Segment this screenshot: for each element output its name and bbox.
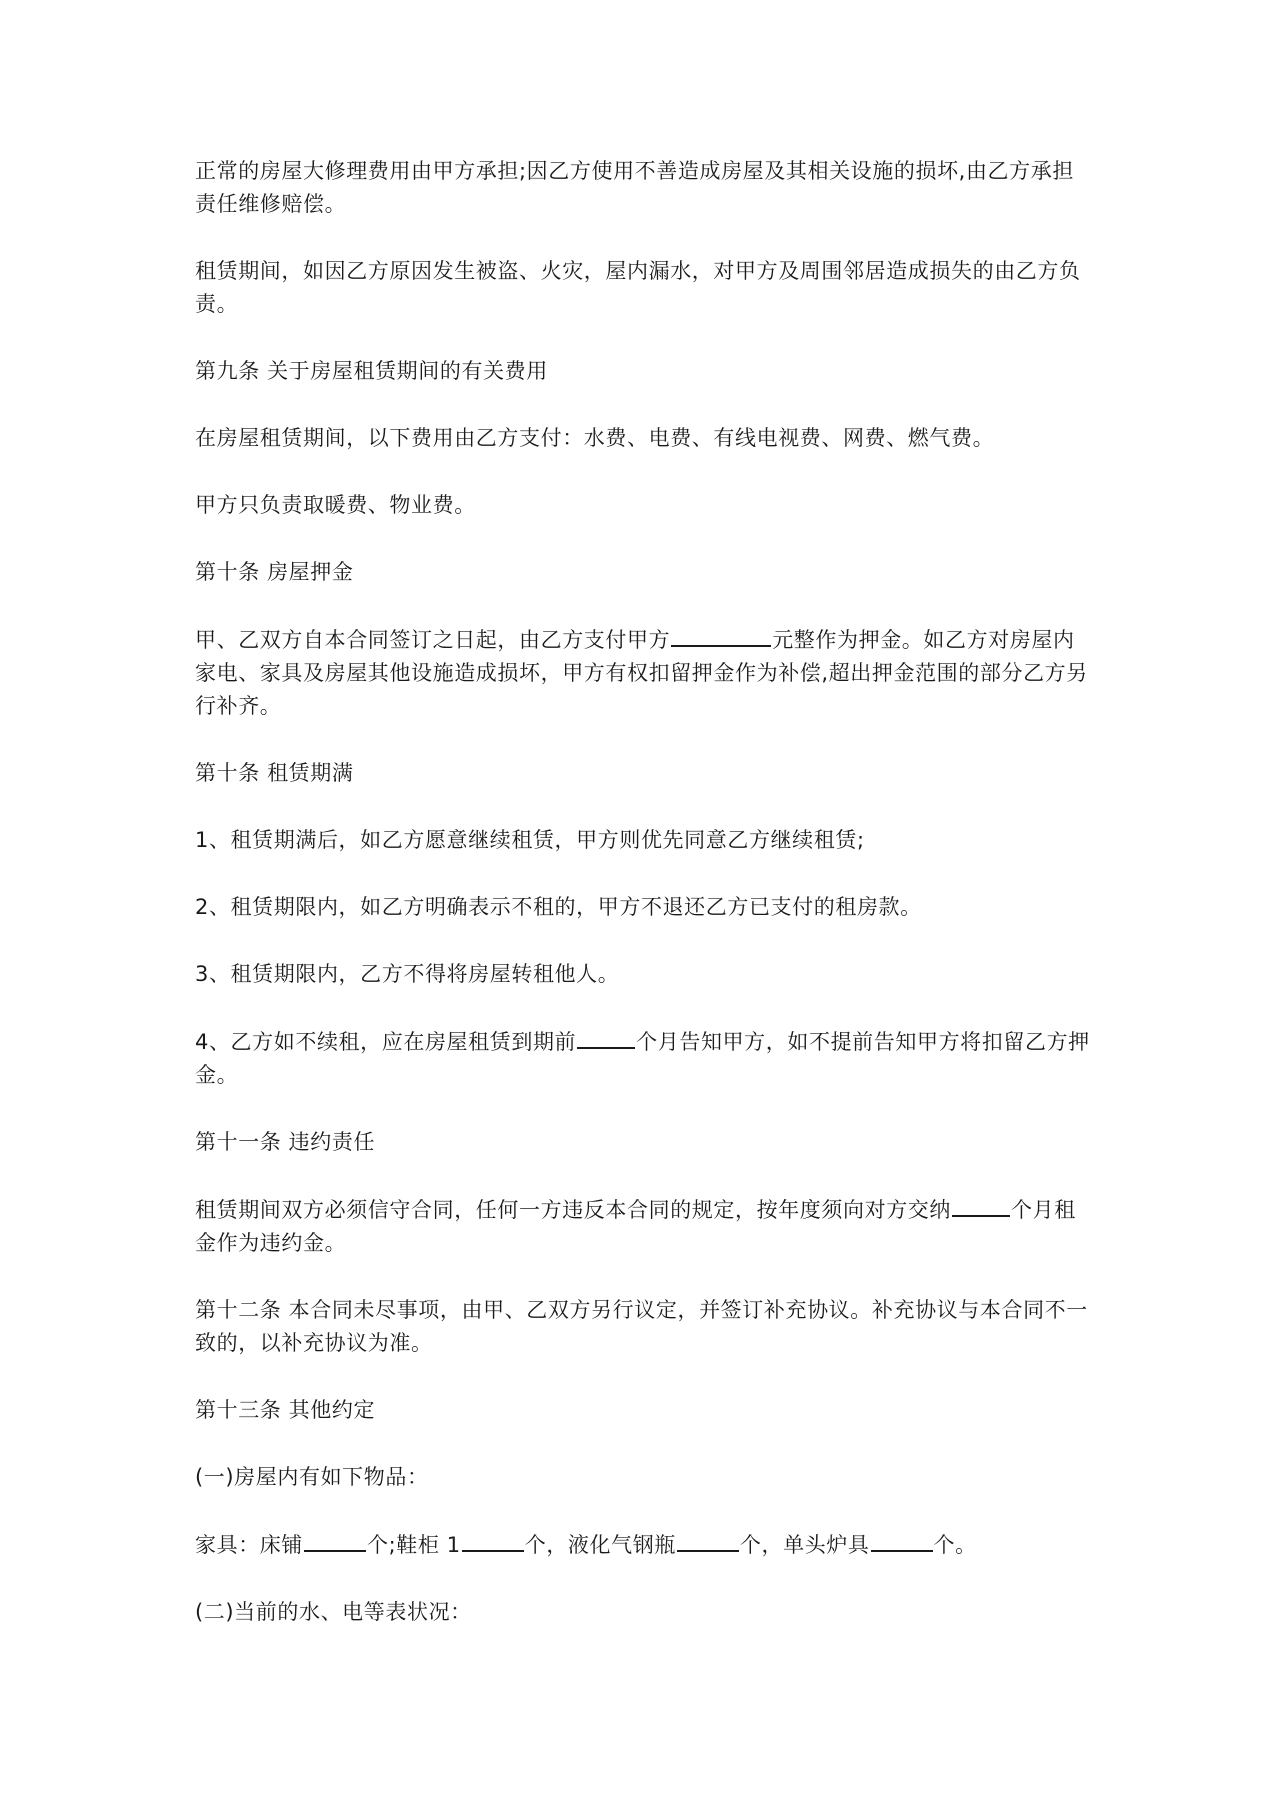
heading-article-13: 第十三条 其他约定 [195, 1398, 376, 1422]
heading-article-10-deposit: 第十条 房屋押金 [195, 560, 354, 584]
stove-count-blank [871, 1528, 933, 1552]
paragraph-breach [195, 1193, 1090, 1260]
paragraph-expiry-item-2: 2、租赁期限内，如乙方明确表示不租的，甲方不退还乙方已支付的租房款。 [195, 895, 922, 919]
heading-article-11: 第十一条 违约责任 [195, 1130, 376, 1154]
notice-months-blank [577, 1025, 635, 1049]
furniture-text-4: 个，单头炉具 [739, 1533, 870, 1557]
paragraph-loss-liability: 租赁期间，如因乙方原因发生被盗、火灾，屋内漏水，对甲方及周围邻居造成损失的由乙方负责。 [195, 259, 1081, 316]
paragraph-deposit [195, 623, 1090, 723]
breach-text-before: 租赁期间双方必须信守合同，任何一方违反本合同的规定，按年度须向对方交纳 [195, 1198, 951, 1222]
paragraph-landlord-fees: 甲方只负责取暖费、物业费。 [195, 493, 476, 517]
furniture-text-1: 家具：床铺 [195, 1533, 303, 1557]
paragraph-furniture [195, 1528, 1090, 1562]
paragraph-article-12: 第十二条 本合同未尽事项，由甲、乙双方另行议定，并签订补充协议。补充协议与本合同不一致的，以补充协议为准。 [195, 1298, 1088, 1355]
furniture-text-3: 个，液化气钢瓶 [524, 1533, 676, 1557]
heading-article-9: 第九条 关于房屋租赁期间的有关费用 [195, 359, 548, 383]
paragraph-meter-status: (二)当前的水、电等表状况： [195, 1600, 472, 1624]
gas-cylinder-count-blank [677, 1528, 739, 1552]
deposit-amount-blank [671, 623, 771, 647]
paragraph-expiry-item-4 [195, 1025, 1090, 1092]
furniture-text-2: 个;鞋柜 1 [367, 1533, 461, 1557]
notice-text-before: 4、乙方如不续租，应在房屋租赁到期前 [195, 1030, 577, 1054]
breach-months-blank [952, 1193, 1010, 1217]
shoe-cabinet-count-blank [462, 1528, 524, 1552]
bed-count-blank [304, 1528, 366, 1552]
paragraph-expiry-item-3: 3、租赁期限内，乙方不得将房屋转租他人。 [195, 962, 620, 986]
furniture-text-5: 个。 [933, 1533, 977, 1557]
paragraph-repair-costs: 正常的房屋大修理费用由甲方承担;因乙方使用不善造成房屋及其相关设施的损坏,由乙方承担责任维修赔偿。 [195, 159, 1074, 216]
paragraph-expiry-item-1: 1、租赁期满后，如乙方愿意继续租赁，甲方则优先同意乙方继续租赁; [195, 828, 865, 852]
paragraph-tenant-fees: 在房屋租赁期间，以下费用由乙方支付：水费、电费、有线电视费、网费、燃气费。 [195, 426, 995, 450]
breach-text-after: 个月租金作为违约金。 [195, 1198, 1076, 1255]
deposit-text-before: 甲、乙双方自本合同签订之日起，由乙方支付甲方 [195, 628, 671, 652]
notice-text-after: 个月告知甲方，如不提前告知甲方将扣留乙方押金。 [195, 1030, 1090, 1087]
paragraph-items-intro: (一)房屋内有如下物品： [195, 1465, 429, 1489]
deposit-text-after: 元整作为押金。如乙方对房屋内家电、家具及房屋其他设施造成损坏，甲方有权扣留押金作为补偿,超出押金范围的部分乙方另行补齐。 [195, 628, 1088, 718]
heading-article-10-expiry: 第十条 租赁期满 [195, 761, 354, 785]
